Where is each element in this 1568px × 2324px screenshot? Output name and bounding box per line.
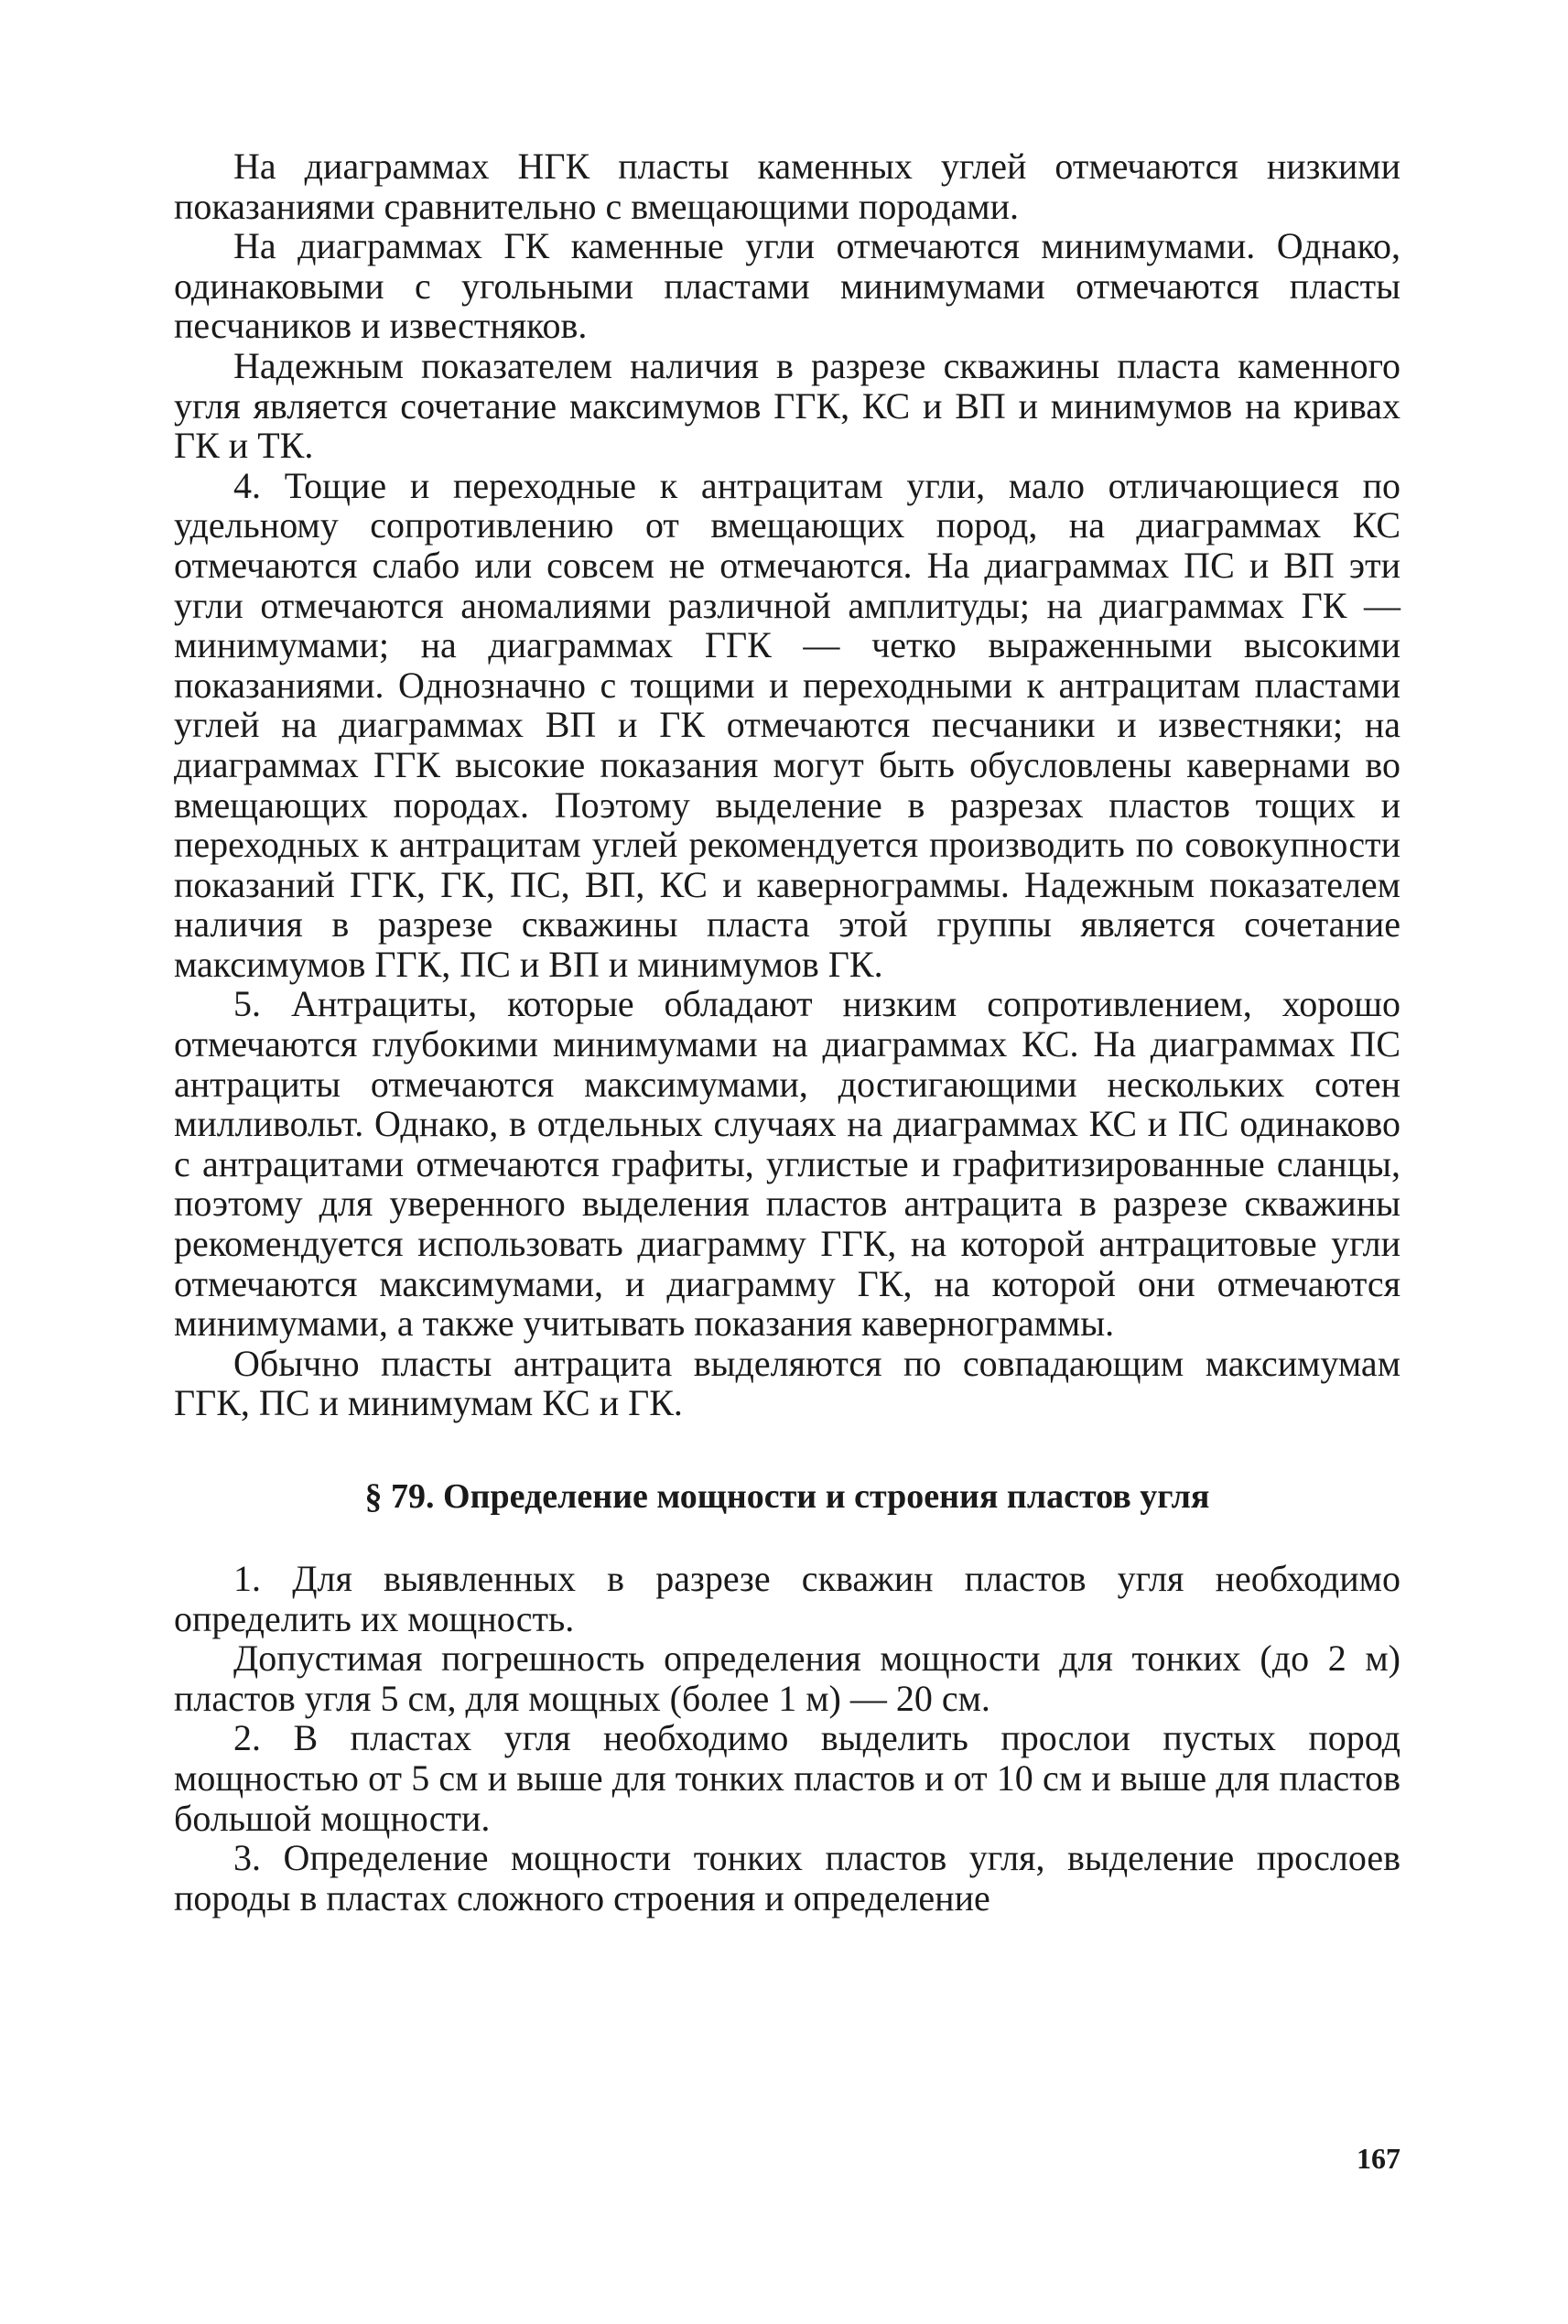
paragraph-section-item-3: 3. Определение мощности тонких пластов угля, выделение прослоев породы в пластах сложного строения и определение bbox=[174, 1837, 1400, 1919]
section-title: § 79. Определение мощности и строения пластов угля bbox=[364, 1477, 1210, 1516]
paragraph-anthracite-summary: Обычно пласты антрацита выделяются по совпадающим максимумам ГГК, ПС и минимумам КС и ГК. bbox=[174, 1342, 1400, 1424]
paragraph-item-4: 4. Тощие и переходные к антрацитам угли, мало отличающиеся по удельному сопротивлению от вмещающих пород, на диаграммах КС отмечаются слабо или совсем не отмечаются. На диаграммах ПС и ВП эти угли отмечаются аномалиями различной амплитуды; на диаграммах ГК — минимумами; на диаграммах ГГК — четко выраженными высокими показаниями. Однозначно с тощими и переходными к антрацитам пластами углей на диаграммах ВП и ГК отмечаются песчаники и известняки; на диаграммах ГГК высокие показания могут быть обусловлены кавернами во вмещающих породах. Поэтому выделение в разрезах пластов тощих и переходных к антрацитам углей рекомендуется производить по совокупности показаний ГГК, ГК, ПС, ВП, КС и кавернограммы. Надежным показателем наличия в разрезе скважины пласта этой группы является сочетание максимумов ГГК, ПС и ВП и минимумов ГК. bbox=[174, 464, 1400, 985]
paragraph-reliable-indicator: Надежным показателем наличия в разрезе скважины пласта каменного угля является сочетание максимумов ГГК, КС и ВП и минимумов на кривах ГК и ТК. bbox=[174, 344, 1400, 467]
paragraph-section-item-1: 1. Для выявленных в разрезе скважин пластов угля необходимо определить их мощность. bbox=[174, 1558, 1400, 1639]
paragraph-ngk: На диаграммах НГК пласты каменных углей отмечаются низкими показаниями сравнительно с вмещающими породами. bbox=[174, 146, 1400, 227]
paragraph-tolerance: Допустимая погрешность определения мощности для тонких (до 2 м) пластов угля 5 см, для мощных (более 1 м) — 20 см. bbox=[174, 1638, 1400, 1719]
paragraph-item-5: 5. Антрациты, которые обладают низким сопротивлением, хорошо отмечаются глубокими минимумами на диаграммах КС. На диаграммах ПС антрациты отмечаются максимумами, достигающими нескольких сотен милливольт. Однако, в отдельных случаях на диаграммах КС и ПС одинаково с антрацитами отмечаются графиты, углистые и графитизированные сланцы, поэтому для уверенного выделения пластов антрацита в разрезе скважины рекомендуется использовать диаграмму ГГК, на которой антрацитовые угли отмечаются максимумами, и диаграмму ГК, на которой они отмечаются минимумами, а также учитывать показания кавернограммы. bbox=[174, 983, 1400, 1345]
page-number: 167 bbox=[1357, 2142, 1400, 2175]
body-text bbox=[174, 146, 1400, 1918]
paragraph-section-item-2: 2. В пластах угля необходимо выделить прослои пустых пород мощностью от 5 см и выше для тонких пластов и от 10 см и выше для пластов большой мощности. bbox=[174, 1717, 1400, 1839]
paragraph-gk: На диаграммах ГК каменные угли отмечаются минимумами. Однако, одинаковыми с угольными пластами минимумами отмечаются пласты песчаников и известняков. bbox=[174, 225, 1400, 347]
